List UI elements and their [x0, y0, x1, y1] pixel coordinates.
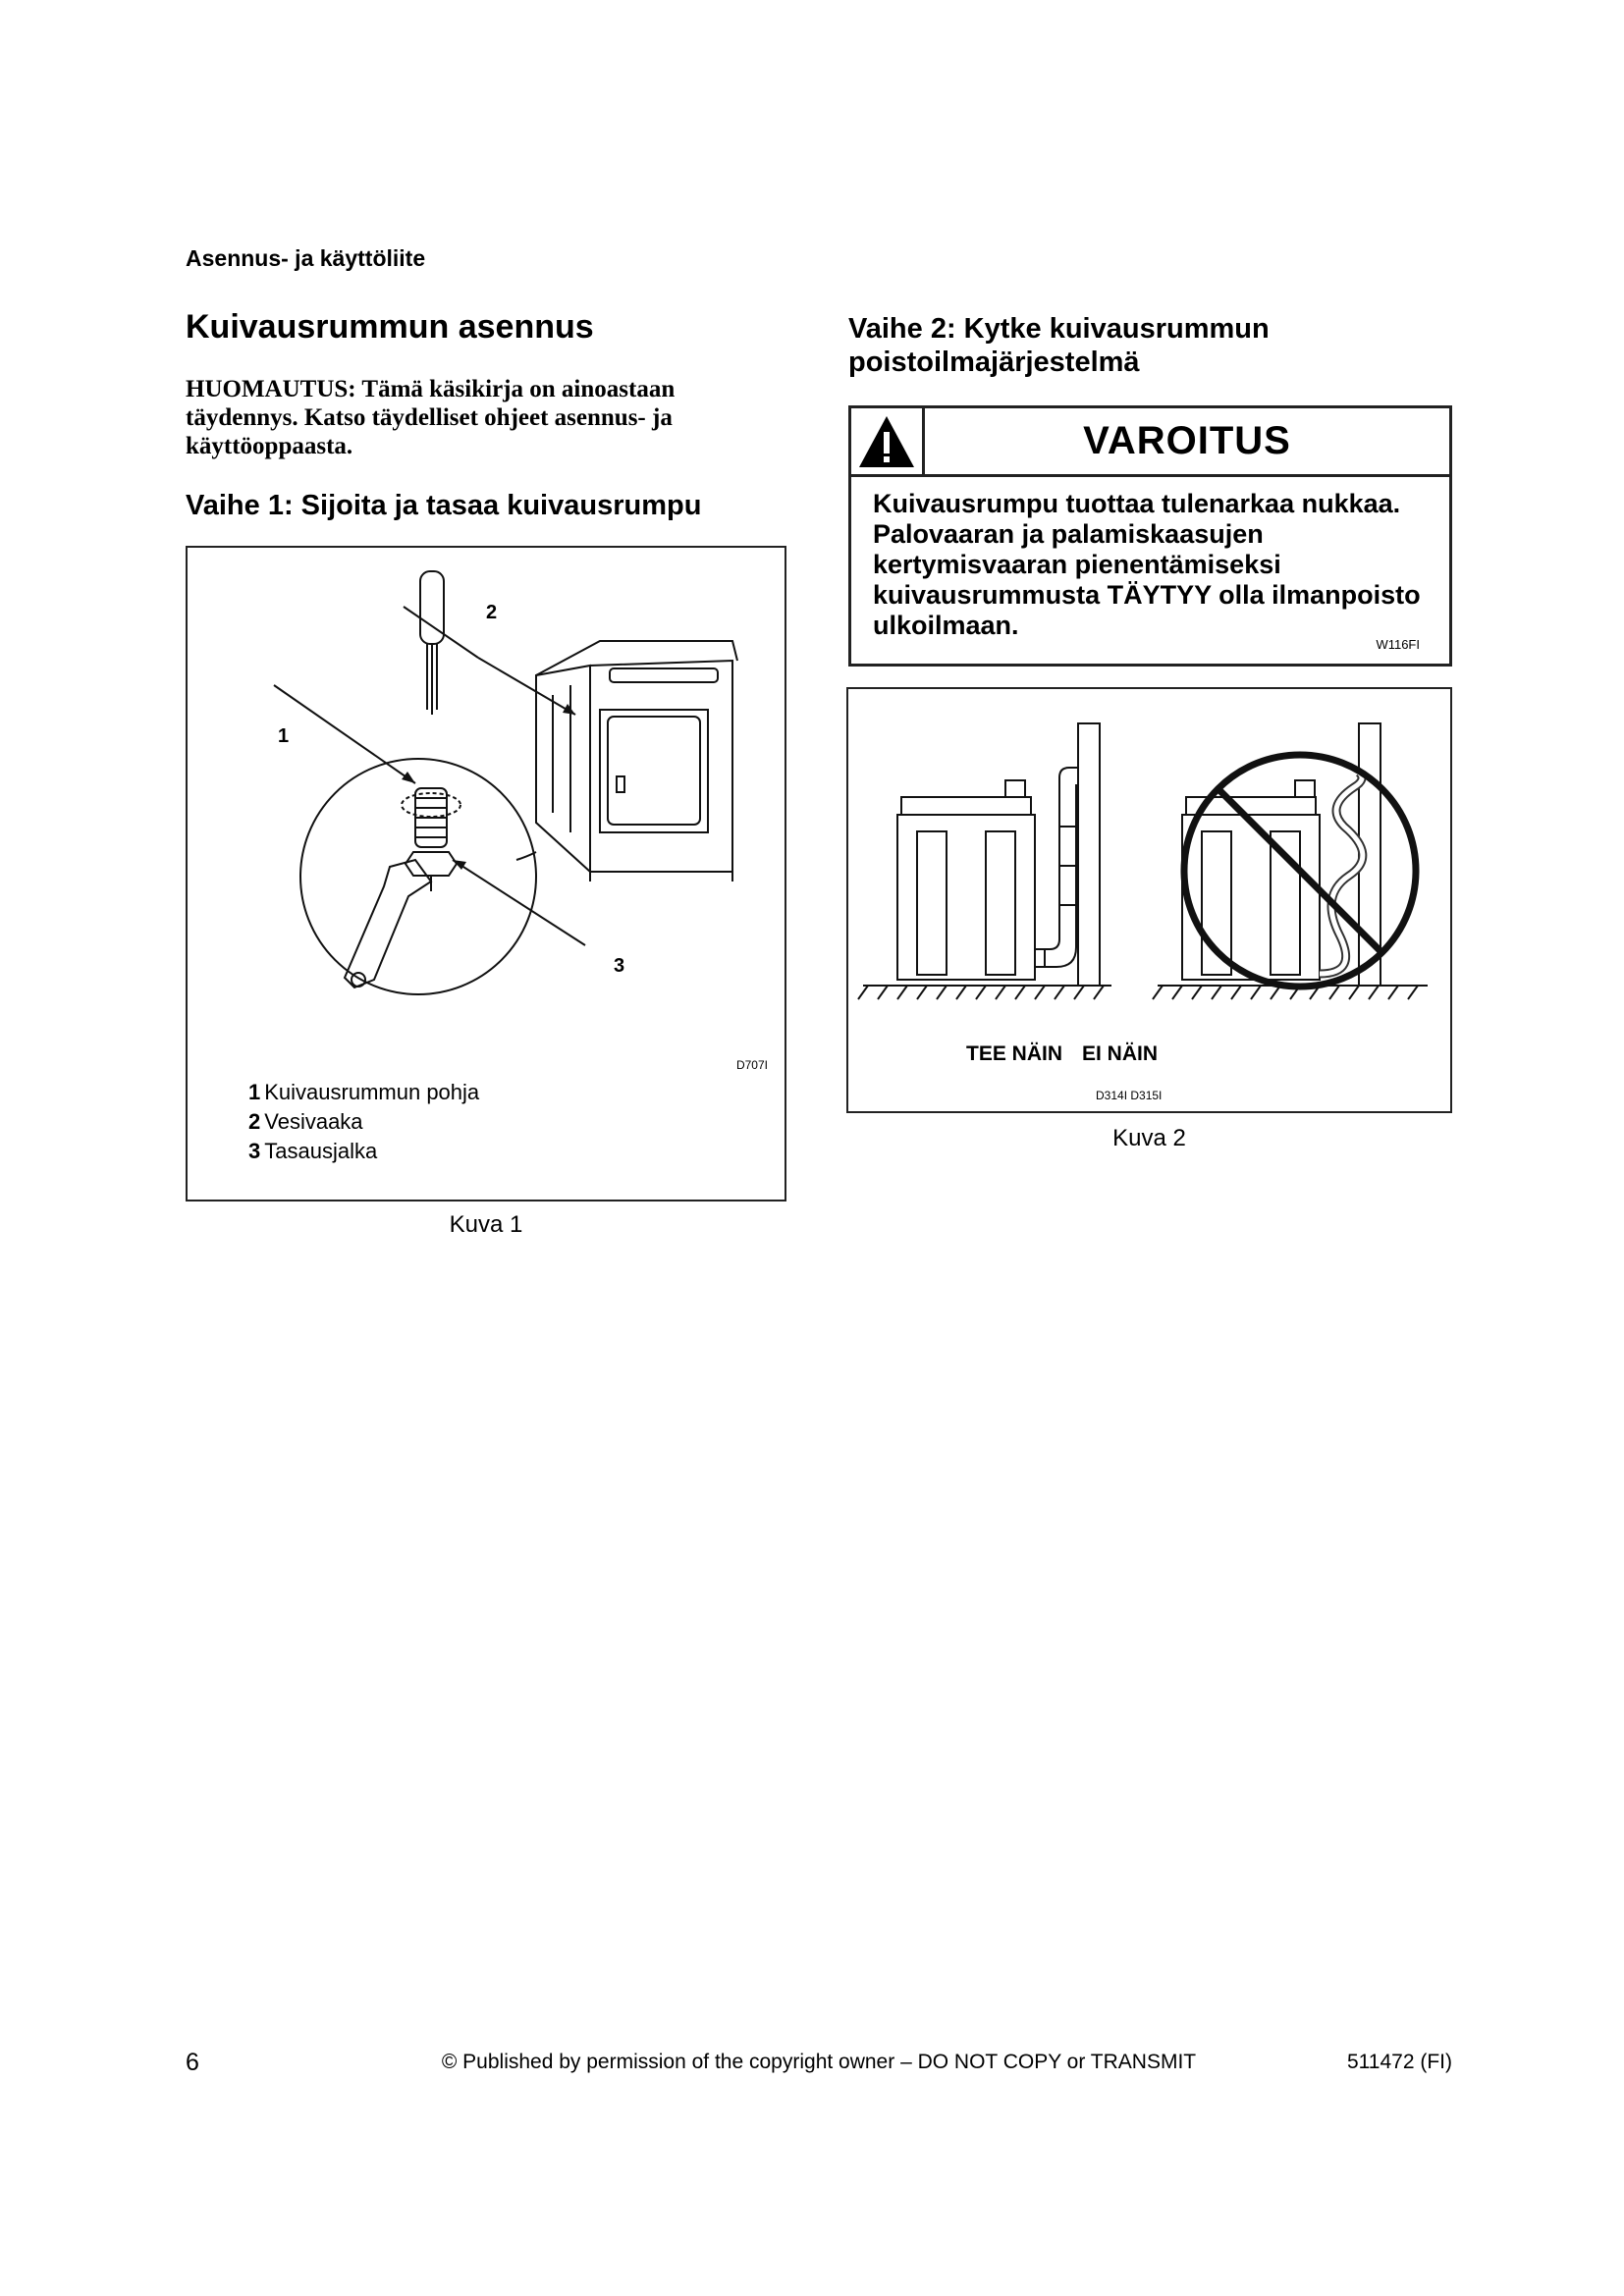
- callout-1: 1: [278, 725, 290, 747]
- step2-heading: Vaihe 2: Kytke kuivausrummun poistoilmajärjestelmä: [848, 313, 1270, 378]
- figure-2: [846, 687, 1452, 1113]
- warning-box: [848, 405, 1452, 667]
- warning-triangle-icon: [851, 408, 922, 474]
- figure1-code: D707I: [735, 1058, 768, 1072]
- step1-heading: Vaihe 1: Sijoita ja tasaa kuivausrumpu: [186, 490, 702, 521]
- figure2-code: D314I D315I: [1096, 1089, 1163, 1102]
- label-do: TEE NÄIN: [966, 1042, 1063, 1065]
- warning-icon-cell: [851, 408, 925, 474]
- warning-text: Kuivausrumpu tuottaa tulenarkaa nukkaa. Palovaaran ja palamiskaasujen kertymisvaaran pienentämiseksi kuivausrummusta TÄYTYY olla ilmanpoisto ulkoilmaan.: [873, 489, 1421, 640]
- page-number: 6: [186, 2049, 199, 2076]
- figure2-caption: Kuva 2: [1112, 1125, 1186, 1151]
- copyright-notice: © Published by permission of the copyright owner – DO NOT COPY or TRANSMIT: [441, 2051, 1197, 2073]
- figure1-caption: Kuva 1: [449, 1211, 523, 1238]
- label-dont: EI NÄIN: [1082, 1042, 1159, 1065]
- section-title: Kuivausrummun asennus: [186, 308, 594, 346]
- warning-header: [851, 408, 1449, 477]
- callout-3: 3: [614, 955, 625, 977]
- exhaust-venting-illustration: [848, 689, 1450, 1111]
- callout-2: 2: [486, 602, 498, 623]
- warning-title: VAROITUS: [1083, 419, 1291, 462]
- note-text: HUOMAUTUS: Tämä käsikirja on ainoastaan täydennys. Katso täydelliset ohjeet asennus- ja käyttöoppaasta.: [186, 376, 676, 459]
- figure-1: [186, 546, 786, 1201]
- warning-code: W116FI: [1376, 637, 1420, 652]
- figure1-legend: [248, 1078, 479, 1166]
- legend-item: 2 Vesivaaka: [248, 1109, 363, 1134]
- running-header: Asennus- ja käyttöliite: [186, 245, 426, 271]
- legend-item: 3 Tasausjalka: [248, 1139, 378, 1163]
- document-number: 511472 (FI): [1347, 2051, 1452, 2073]
- legend-item: 1 Kuivausrummun pohja: [248, 1080, 480, 1104]
